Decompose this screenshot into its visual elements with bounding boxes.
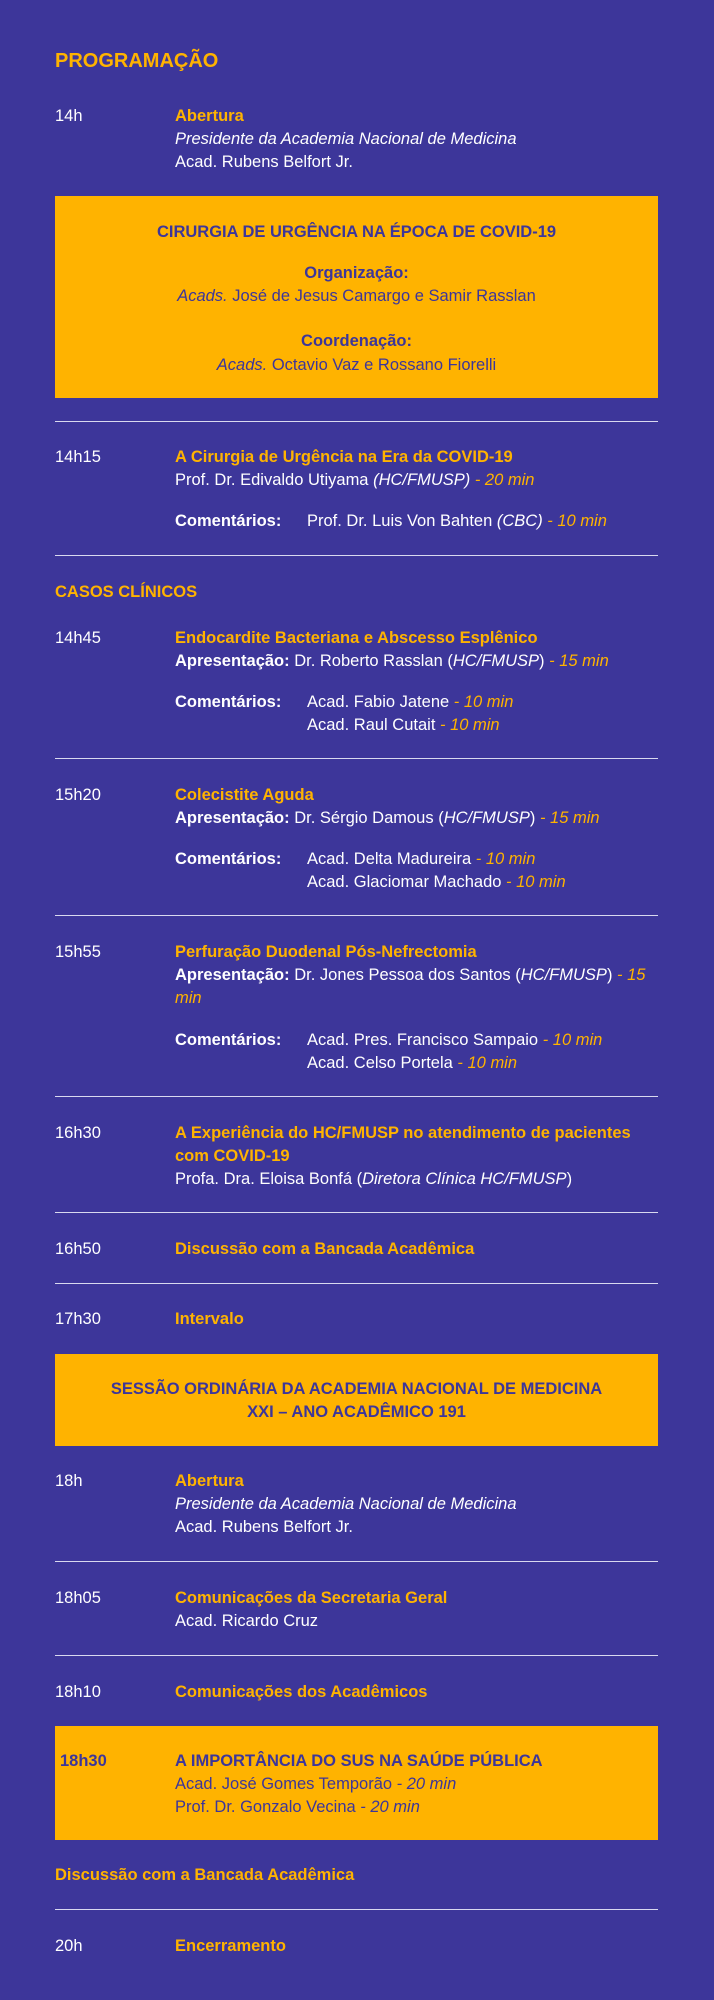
commenter-name: Acad. Glaciomar Machado — [307, 873, 502, 891]
speaker-affiliation: (HC/FMUSP) — [373, 471, 471, 489]
commenter — [307, 1029, 658, 1052]
box-title: CIRURGIA DE URGÊNCIA NA ÉPOCA DE COVID-19 — [156, 223, 557, 241]
duration: - 10 min — [475, 850, 536, 868]
presenter-name: Dr. Sérgio Damous ( — [294, 809, 444, 827]
case-title: Endocardite Bacteriana e Abscesso Esplênico — [175, 629, 538, 647]
session-secretaria — [175, 1587, 658, 1633]
speaker-name: Acad. José Gomes Temporão — [175, 1775, 393, 1793]
divider — [55, 1096, 658, 1097]
comments-label: Comentários: — [175, 850, 282, 868]
commenter-name: Prof. Dr. Luis Von Bahten — [307, 512, 493, 530]
session-discussion: Discussão com a Bancada Acadêmica — [175, 1240, 475, 1258]
session-title-cont: com COVID-19 — [175, 1147, 290, 1165]
session-title: Comunicações da Secretaria Geral — [175, 1589, 448, 1607]
commenter-name: Acad. Celso Portela — [307, 1054, 453, 1072]
duration: - 10 min — [440, 716, 500, 734]
commenter-name: Acad. Raul Cutait — [307, 716, 436, 734]
box-title-line1: SESSÃO ORDINÁRIA DA ACADEMIA NACIONAL DE MEDICINA — [110, 1380, 603, 1398]
session-speaker: Acad. Rubens Belfort Jr. — [175, 1518, 353, 1536]
comments-label: Comentários: — [175, 693, 282, 711]
highlight-box-cirurgia — [55, 196, 658, 398]
divider — [55, 1212, 658, 1213]
time-label: 14h15 — [55, 448, 101, 466]
duration: - 10 min — [453, 693, 514, 711]
paren-close: ) — [606, 966, 613, 984]
commenter-list — [307, 848, 658, 894]
duration: - 10 min — [457, 1054, 518, 1072]
duration: - 10 min — [542, 1031, 603, 1049]
presenter-affiliation: HC/FMUSP — [443, 809, 530, 827]
presentation-label: Apresentação: — [175, 809, 290, 827]
time-label: 17h30 — [55, 1310, 101, 1328]
commenter — [307, 871, 658, 894]
session-title: Abertura — [175, 107, 244, 125]
divider — [55, 758, 658, 759]
case-3 — [175, 941, 658, 1010]
case-title: Perfuração Duodenal Pós-Nefrectomia — [175, 943, 477, 961]
commenter — [307, 714, 658, 737]
highlight-box-session — [55, 1354, 658, 1446]
duration: - 20 min — [474, 471, 535, 489]
presenter-name: Dr. Jones Pessoa dos Santos ( — [294, 966, 521, 984]
session-closing: Encerramento — [175, 1937, 286, 1955]
duration: - 20 min — [360, 1798, 420, 1816]
duration: - 10 min — [506, 873, 566, 891]
case-1 — [175, 627, 658, 673]
time-label: 16h50 — [55, 1240, 101, 1258]
organization-label: Organização: — [304, 264, 409, 282]
commenter-name: Acad. Delta Madureira — [307, 850, 472, 868]
session-speaker — [175, 469, 658, 492]
duration: - 10 min — [547, 512, 607, 530]
duration: - 15 — [617, 966, 646, 984]
coordination-label: Coordenação: — [301, 332, 412, 350]
commenter-name: Acad. Pres. Francisco Sampaio — [307, 1031, 539, 1049]
session-title: A Cirurgia de Urgência na Era da COVID-19 — [175, 448, 513, 466]
presentation — [175, 964, 658, 987]
session-speaker: Acad. Rubens Belfort Jr. — [175, 153, 353, 171]
highlight-box-sus — [55, 1726, 658, 1840]
speaker-name: Prof. Dr. Edivaldo Utiyama — [175, 471, 369, 489]
section-title-cases: CASOS CLÍNICOS — [55, 583, 198, 601]
case-title: Colecistite Aguda — [175, 786, 314, 804]
commenter-list — [307, 1029, 658, 1075]
divider — [55, 915, 658, 916]
session-speaker — [175, 1773, 655, 1796]
session-break: Intervalo — [175, 1310, 244, 1328]
commenter — [307, 848, 658, 871]
time-label: 18h05 — [55, 1589, 101, 1607]
commenter — [307, 691, 658, 714]
duration-wrap: min — [175, 989, 202, 1007]
page-title: PROGRAMAÇÃO — [55, 50, 219, 72]
session-opening2 — [175, 1470, 658, 1539]
duration: - 15 min — [549, 652, 609, 670]
time-label: 15h55 — [55, 943, 101, 961]
box-title-line2: XXI – ANO ACADÊMICO 191 — [247, 1403, 466, 1421]
time-label: 16h30 — [55, 1124, 101, 1142]
divider — [55, 421, 658, 422]
time-label: 18h — [55, 1472, 83, 1490]
session-speaker — [175, 1796, 655, 1819]
paren-close: ) — [529, 809, 536, 827]
duration: - 15 min — [539, 809, 600, 827]
divider — [55, 555, 658, 556]
presentation — [175, 650, 658, 673]
coordination-prefix: Acads. — [216, 356, 268, 374]
case-2 — [175, 784, 658, 830]
session-talk2 — [175, 1122, 658, 1191]
session-speaker — [175, 1168, 658, 1191]
duration: - 20 min — [396, 1775, 457, 1793]
commenter — [307, 1052, 658, 1075]
presenter-affiliation: HC/FMUSP — [520, 966, 607, 984]
session-talk1 — [175, 446, 658, 492]
session-discussion-2: Discussão com a Bancada Acadêmica — [55, 1866, 355, 1884]
session-role: Presidente da Academia Nacional de Medicina — [175, 130, 517, 148]
session-title: Abertura — [175, 1472, 244, 1490]
session-speaker: Acad. Ricardo Cruz — [175, 1612, 319, 1630]
paren-close: ) — [566, 1170, 573, 1188]
presenter-affiliation: HC/FMUSP — [452, 652, 540, 670]
paren-close: ) — [539, 652, 545, 670]
session-role: Presidente da Academia Nacional de Medicina — [175, 1495, 517, 1513]
commenter — [307, 510, 658, 533]
coordination-people: Octavio Vaz e Rossano Fiorelli — [271, 356, 497, 374]
organization-prefix: Acads. — [177, 287, 228, 305]
time-label: 18h10 — [55, 1683, 101, 1701]
coordination-names — [55, 354, 658, 377]
commenter-affiliation: (CBC) — [496, 512, 543, 530]
divider — [55, 1909, 658, 1910]
commenter-name: Acad. Fabio Jatene — [307, 693, 450, 711]
divider — [55, 1283, 658, 1284]
time-label: 18h30 — [60, 1752, 107, 1770]
divider — [55, 1655, 658, 1656]
presentation — [175, 807, 658, 830]
session-title: A IMPORTÂNCIA DO SUS NA SAÚDE PÚBLICA — [175, 1752, 543, 1770]
session-academicos: Comunicações dos Acadêmicos — [175, 1683, 428, 1701]
time-label: 14h45 — [55, 629, 101, 647]
session-opening — [175, 105, 658, 174]
commenter-list — [307, 691, 658, 737]
organization-people: José de Jesus Camargo e Samir Rasslan — [232, 287, 536, 305]
session-sus — [175, 1750, 655, 1819]
presenter-name: Dr. Roberto Rasslan ( — [294, 652, 453, 670]
time-label: 14h — [55, 107, 83, 125]
time-label: 20h — [55, 1937, 83, 1955]
time-label: 15h20 — [55, 786, 101, 804]
speaker-name: Prof. Dr. Gonzalo Vecina — [175, 1798, 356, 1816]
presentation-label: Apresentação: — [175, 966, 290, 984]
divider — [55, 1561, 658, 1562]
speaker-name: Profa. Dra. Eloisa Bonfá ( — [175, 1170, 363, 1188]
comments-label: Comentários: — [175, 512, 282, 530]
organization-names — [55, 285, 658, 308]
presentation-label: Apresentação: — [175, 652, 290, 670]
comments-label: Comentários: — [175, 1031, 282, 1049]
speaker-affiliation: Diretora Clínica HC/FMUSP — [362, 1170, 567, 1188]
session-title: A Experiência do HC/FMUSP no atendimento de pacientes — [175, 1124, 631, 1142]
